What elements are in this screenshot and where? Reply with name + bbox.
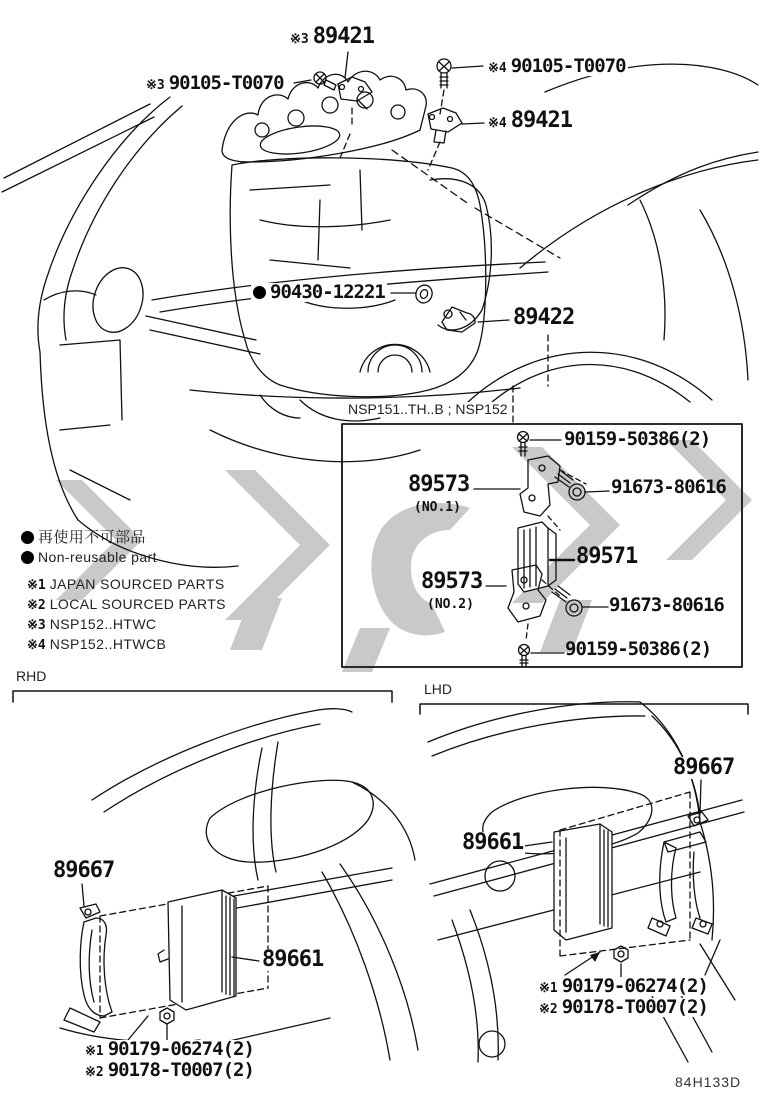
ignition-coil-icon <box>338 77 372 109</box>
figure-code: 84H133D <box>675 1074 742 1090</box>
ref-mark: ※2 <box>27 598 46 613</box>
part-number: 89421 <box>510 108 572 133</box>
temp-sensor-icon <box>442 307 475 332</box>
grommet-icon <box>413 283 434 305</box>
lhd-label-ecu <box>460 832 525 854</box>
label-ecu-89571 <box>576 546 637 568</box>
ref-mark: ※2 <box>539 1002 558 1017</box>
rhd-label-fastener-1 <box>83 1040 256 1059</box>
part-number: 90179-06274(2) <box>561 975 708 997</box>
right-fender-outline <box>392 61 758 402</box>
rhd-ecu-icon <box>158 890 236 1010</box>
engine-block-art <box>222 71 491 421</box>
legend-note-2: ※2 LOCAL SOURCED PARTS <box>27 596 226 613</box>
rhd-interior-art <box>60 709 418 1060</box>
ref-mark: ※4 <box>488 116 507 131</box>
part-number: 89571 <box>576 544 638 569</box>
legend-note-1: ※1 JAPAN SOURCED PARTS <box>27 576 225 593</box>
non-reusable-dot-icon <box>253 286 266 299</box>
part-number: 89661 <box>262 947 324 972</box>
label-bolt1 <box>611 478 726 497</box>
part-number: 90159-50386(2) <box>564 428 711 450</box>
rhd-label-bracket <box>51 860 116 882</box>
ignition-coil-icon <box>428 108 462 143</box>
legend-note-3: ※3 NSP152..HTWC <box>27 616 157 633</box>
label-bracket-no2 <box>421 571 482 593</box>
part-number: 89573 <box>421 569 483 594</box>
legend-note-4: ※4 NSP152..HTWCB <box>27 636 167 653</box>
lhd-label-fastener-1 <box>537 977 710 996</box>
label-bolt2 <box>609 596 724 615</box>
label-screw-bottom <box>565 640 711 659</box>
part-number: 90178-T0007(2) <box>561 996 708 1018</box>
ref-mark: ※1 <box>85 1044 104 1059</box>
ref-mark: ※3 <box>27 618 46 633</box>
lhd-label-bracket <box>671 757 736 779</box>
rhd-section-bracket <box>13 691 392 702</box>
label-bolt-htwcb <box>486 57 628 76</box>
label-coil-htwcb <box>486 110 574 132</box>
non-reusable-dot-icon <box>21 551 34 564</box>
label-bolt-htwc <box>144 74 286 93</box>
rhd-nut-icon <box>160 1008 174 1042</box>
part-number: 90178-T0007(2) <box>107 1059 254 1081</box>
part-number: 90105-T0070 <box>510 55 626 77</box>
part-number: 89421 <box>312 24 374 49</box>
label-bracket-no1 <box>408 474 469 496</box>
lhd-section-bracket <box>420 704 748 714</box>
part-number: 90105-T0070 <box>168 72 284 94</box>
part-number: 91673-80616 <box>609 594 724 616</box>
lhd-nut-icon <box>614 946 628 978</box>
label-coil-htwc <box>288 26 376 48</box>
rhd-label-fastener-2 <box>83 1061 256 1080</box>
ref-mark: ※2 <box>85 1065 104 1080</box>
part-number: 90159-50386(2) <box>565 638 712 660</box>
ref-mark: ※1 <box>27 578 46 593</box>
part-number: 89573 <box>408 472 470 497</box>
lhd-section-title: LHD <box>424 681 453 697</box>
label-screw-top <box>564 430 710 449</box>
legend-nonreusable-jp: 再使用不可部品 <box>21 530 146 545</box>
rhd-label-ecu <box>260 949 325 971</box>
part-number: 91673-80616 <box>611 476 726 498</box>
lhd-label-fastener-2 <box>537 998 710 1017</box>
label-bracket-no2-note: (NO.2) <box>427 597 474 612</box>
ref-mark: ※4 <box>27 638 46 653</box>
part-number: 89667 <box>673 755 735 780</box>
label-knock-sensor <box>251 283 387 302</box>
part-number: 89667 <box>53 858 115 883</box>
part-number: 89422 <box>513 305 575 330</box>
ref-mark: ※4 <box>488 61 507 76</box>
part-number: 90430-12221 <box>270 281 385 303</box>
ref-mark: ※1 <box>539 981 558 996</box>
part-number: 90179-06274(2) <box>107 1038 254 1060</box>
ecu-box-caption: NSP151..TH..B ; NSP152 <box>348 401 508 417</box>
non-reusable-dot-icon <box>21 531 34 544</box>
part-number: 89661 <box>462 830 524 855</box>
bolt-icon <box>437 59 451 88</box>
lhd-ecu-icon <box>554 824 612 940</box>
ref-mark: ※3 <box>290 32 309 47</box>
label-bracket-no1-note: (NO.1) <box>414 500 461 515</box>
rhd-section-title: RHD <box>16 668 47 684</box>
label-temp-sensor <box>511 307 576 329</box>
legend-nonreusable-en: Non-reusable part <box>21 550 157 564</box>
ref-mark: ※3 <box>146 78 165 93</box>
